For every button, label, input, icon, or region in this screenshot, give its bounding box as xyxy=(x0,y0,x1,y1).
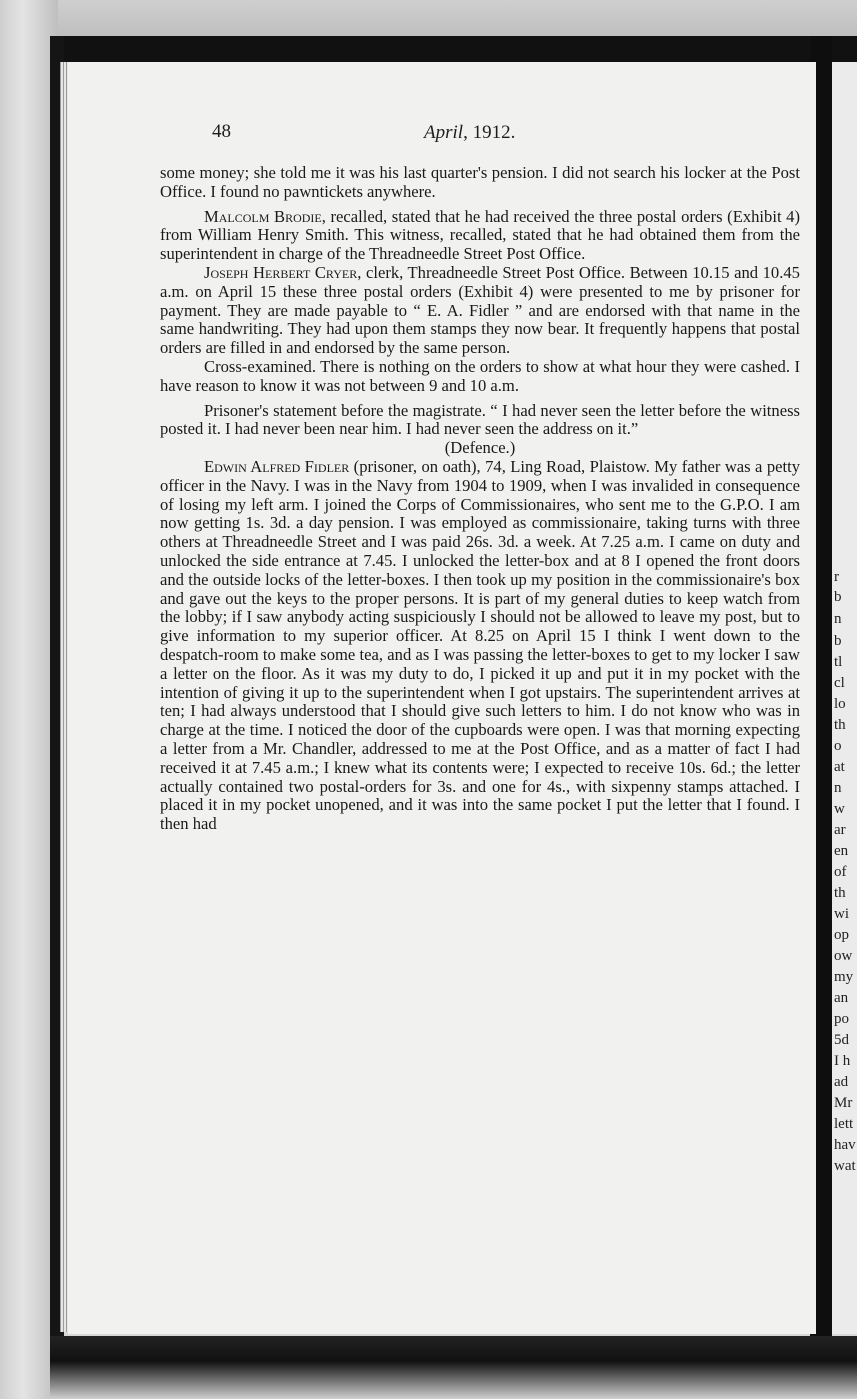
facing-page-fragment: wi xyxy=(834,906,849,922)
facing-page-fragment: op xyxy=(834,927,849,943)
facing-page-fragment: th xyxy=(834,717,846,733)
facing-page-fragment: w xyxy=(834,801,845,817)
facing-page xyxy=(832,62,857,1334)
paragraph-cryer xyxy=(160,264,800,358)
section-heading: (Defence.) xyxy=(444,438,516,458)
facing-page-fragment: po xyxy=(834,1011,849,1027)
running-head-year: , 1912. xyxy=(463,122,516,143)
facing-page-fragment: th xyxy=(834,885,846,901)
paragraph-brodie xyxy=(160,208,800,264)
witness-name: Edwin Alfred Fidler xyxy=(204,456,350,476)
facing-page-fragment: cl xyxy=(834,675,845,691)
running-head-month: April xyxy=(424,122,464,143)
paragraph-continuation: some money; she told me it was his last quarter's pension. I did not search his locker at the Post Office. I found no pawntickets anywhere. xyxy=(160,163,800,201)
paragraph-text: (prisoner, on oath), 74, Ling Road, Plaistow. My father was a petty officer in the Navy. I was in the Navy from 1904 to 1909, when I was invalided in consequence of losing my left arm. I joined the Corps of Commissionaires, who sent me to the G.P.O. I am now getting 1s. 3d. a day pension. I was employed as commissionaire, taking turns with three others at Threadneedle Street and I was paid 26s. 3d. a week. At 7.25 a.m. I came on duty and unlocked the side entrance at 7.45. I unlocked the letter-box and at 8 I opened the front doors and the outside locks of the letter-boxes. I then took up my position in the commissionaire's box and gave out the keys to the proper persons. It is part of my general duties to keep watch from the lobby; if I saw anybody acting suspiciously I should not be allowed to leave my post, but to give information to my superior officer. At 8.25 on April 15 I think I went down to the despatch-room to make some tea, and as I was passing the letter-boxes to get to my locker I saw a letter on the floor. As it was my duty to do, I picked it up and put it in my pocket with the intention of giving it up to the superintendent when I got upstairs. The superintendent arrives at ten; I had always understood that I should give such letters to him. I do not know who was in charge at the time. I noticed the door of the cupboards were open. I was that morning expecting a letter from a Mr. Chandler, addressed to me at the Post Office, and as a matter of fact I had received it at 7.45 a.m.; I knew what its contents were; I expected to receive 10s. 6d.; the letter actually contained two postal-orders for 3s. and one for 4s., with sixpenny stamps attached. I placed it in my pocket unopened, and it was into the same pocket I put the letter that I found. I then had xyxy=(160,456,800,834)
facing-page-fragment: r xyxy=(834,569,839,585)
facing-page-fragment: Mr xyxy=(834,1095,853,1111)
facing-page-fragment: b xyxy=(834,589,842,605)
book-page xyxy=(68,62,816,1334)
book-binding-top xyxy=(50,36,857,62)
facing-page-fragment: b xyxy=(834,633,842,649)
facing-page-fragment: lett xyxy=(834,1116,854,1132)
paragraph-text: , clerk, Threadneedle Street Post Office. Between 10.15 and 10.45 a.m. on April 15 these three postal orders (Exhibit 4) were presented to me by prisoner for payment. They are made payable to “ E. A. Fidler ” and are endorsed with that name in the same handwriting. They had upon them stamps they now bear. It frequently happens that postal orders are filled in and endorsed by the same person. xyxy=(160,262,800,358)
facing-page-fragment: en xyxy=(834,843,849,859)
paragraph-cross-examined: Cross-examined. There is nothing on the orders to show at what hour they were cashed. I have reason to know it was not between 9 and 10 a.m. xyxy=(160,356,800,395)
facing-page-fragment: an xyxy=(834,990,849,1006)
facing-page-fragment: lo xyxy=(834,696,846,712)
paragraph-fidler xyxy=(160,458,800,834)
facing-page-fragment: of xyxy=(834,864,847,880)
running-head xyxy=(424,122,515,144)
facing-page-fragment: my xyxy=(834,969,854,985)
page-body xyxy=(160,164,800,834)
witness-name: Malcolm Brodie xyxy=(204,206,322,226)
facing-page-fragment: hav xyxy=(834,1137,856,1153)
facing-page-fragment: n xyxy=(834,611,842,627)
book-binding-bottom xyxy=(50,1336,857,1399)
paragraph-prisoner-statement: Prisoner's statement before the magistrate. “ I had never seen the letter before the witness posted it. I had never been near him. I had never seen the address on it.” xyxy=(160,400,800,439)
facing-page-fragment: n xyxy=(834,780,842,796)
facing-page-fragment: ad xyxy=(834,1074,849,1090)
facing-page-fragment: ow xyxy=(834,948,853,964)
facing-page-fragment: at xyxy=(834,759,845,775)
facing-page-fragment: o xyxy=(834,738,842,754)
facing-page-fragment: 5d xyxy=(834,1032,849,1048)
witness-name: Joseph Herbert Cryer xyxy=(204,262,358,282)
facing-page-fragment: tl xyxy=(834,654,843,670)
page-number: 48 xyxy=(212,121,231,142)
facing-page-fragment: ar xyxy=(834,822,846,838)
scan-background-top xyxy=(0,0,857,40)
facing-page-fragment: wat xyxy=(834,1158,856,1174)
paragraph-text: , recalled, stated that he had received the three postal orders (Exhibit 4) from William Henry Smith. This witness, recalled, stated that he had obtained them from the superintendent in charge of the Threadneedle Street Post Office. xyxy=(160,206,800,264)
facing-page-fragment: I h xyxy=(834,1053,851,1069)
